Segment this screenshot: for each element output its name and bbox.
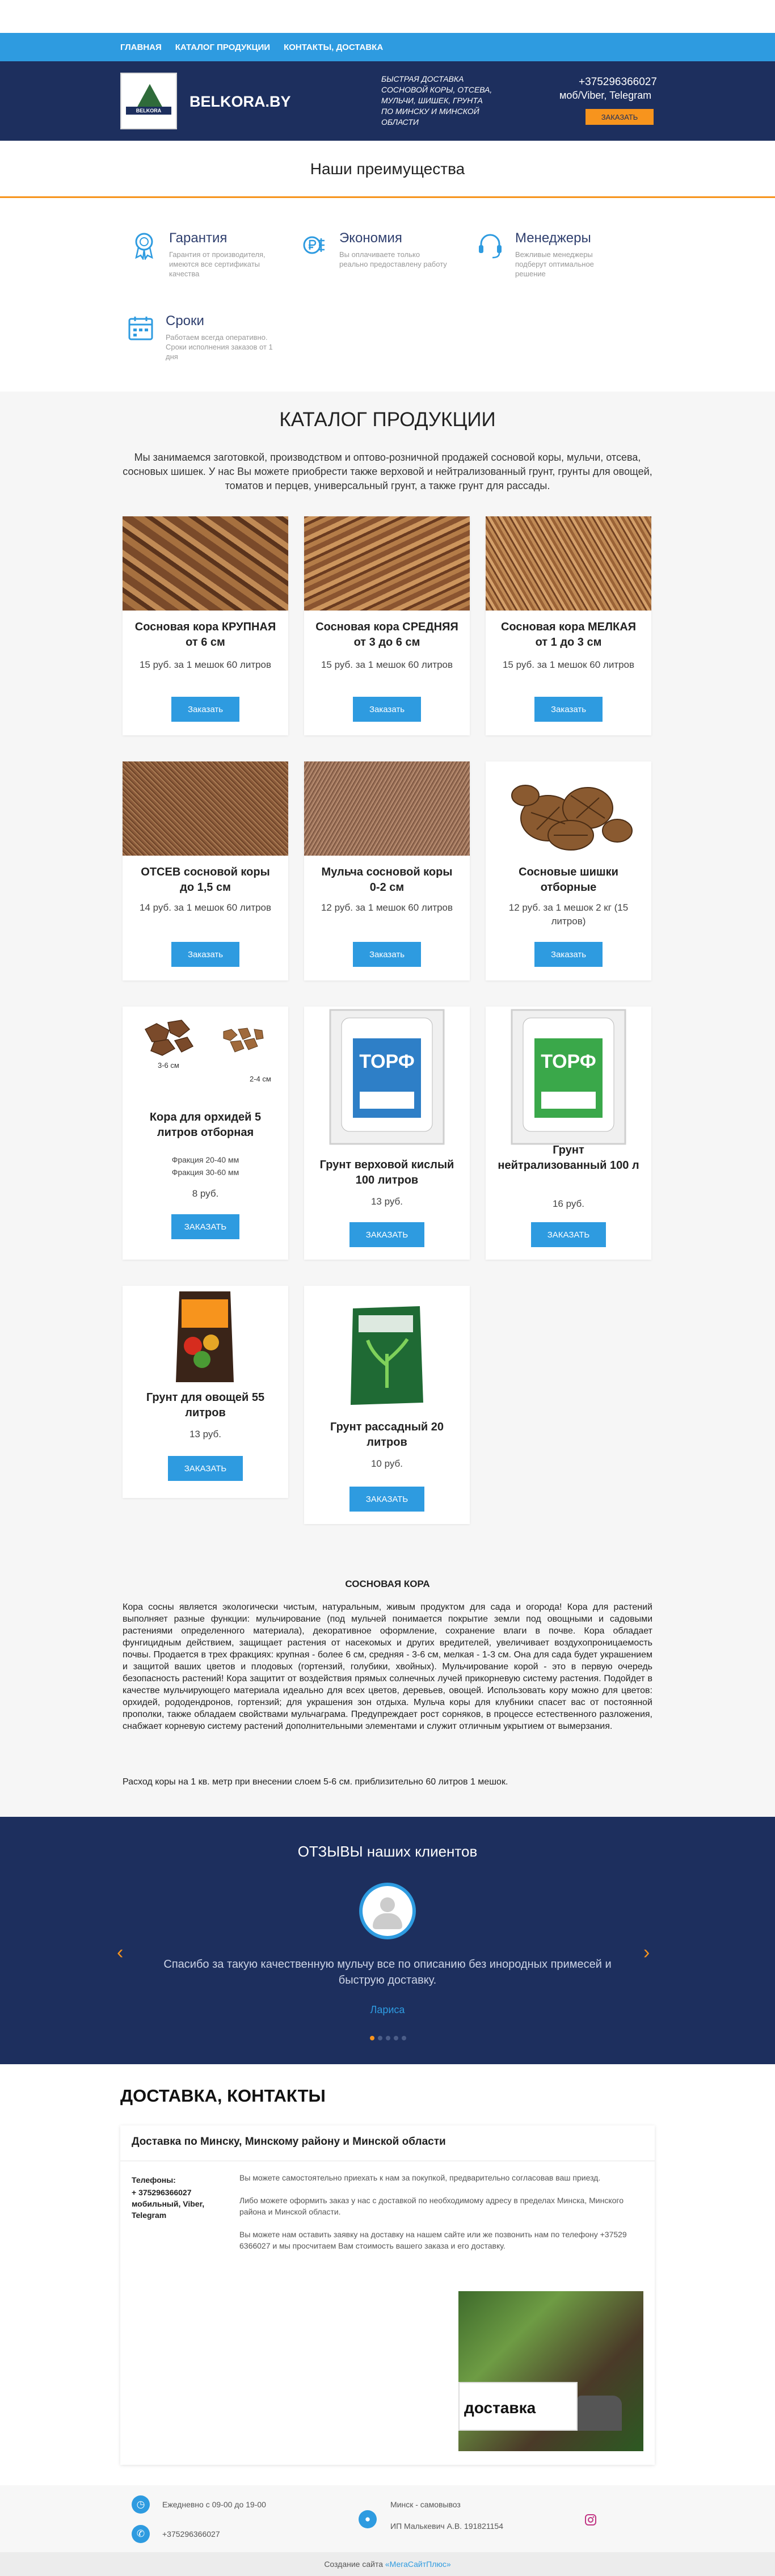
delivery-card — [120, 2125, 655, 2465]
footer-phone[interactable]: +375296366027 — [162, 2529, 220, 2539]
product-price: 15 руб. за 1 мешок 60 литров — [321, 659, 453, 670]
advantages-title: Наши преимущества — [310, 160, 465, 178]
phones-value[interactable]: + 375296366027 мобильный, Viber, Telegram — [132, 2188, 205, 2220]
product-card — [486, 1007, 651, 1260]
credit-prefix: Создание сайта — [324, 2560, 383, 2569]
product-image[interactable] — [123, 1007, 288, 1101]
nav-home-link[interactable]: ГЛАВНАЯ — [120, 42, 162, 52]
delivery-image-label: доставка — [464, 2399, 536, 2417]
reviews-title: ОТЗЫВЫ наших клиентов — [297, 1843, 478, 1860]
footer-company: ИП Малькевич А.В. 191821154 — [390, 2522, 503, 2531]
logo[interactable] — [120, 73, 177, 129]
headset-icon — [475, 230, 505, 260]
review-author: Лариса — [370, 2004, 405, 2015]
carousel-dot[interactable] — [378, 2036, 382, 2040]
advantage-desc: Гарантия от производителя, имеются все сертификаты качества — [169, 250, 266, 278]
product-image[interactable] — [304, 516, 470, 611]
delivery-paragraph: Вы можете самостоятельно приехать к нам за покупкой, предварительно согласовав ваш приезд. — [239, 2173, 601, 2182]
product-card — [123, 516, 288, 735]
pine-tree-icon — [136, 84, 163, 109]
product-price: 15 руб. за 1 мешок 60 литров — [502, 659, 635, 670]
prev-arrow-button[interactable]: ‹ — [117, 1942, 124, 1963]
product-image[interactable] — [304, 761, 470, 856]
product-card — [123, 761, 288, 980]
nav-catalog-link[interactable]: КАТАЛОГ ПРОДУКЦИИ — [175, 42, 271, 52]
advantage-desc: Работаем всегда оперативно. Сроки исполнения заказов от 1 дня — [166, 333, 273, 361]
product-image[interactable] — [304, 1007, 470, 1148]
delivery-image — [458, 2291, 643, 2451]
peat-bag-image — [304, 1007, 470, 1148]
product-price: 12 руб. за 1 мешок 2 кг (15 литров) — [508, 902, 629, 927]
clock-icon: ◷ — [132, 2495, 150, 2514]
avatar — [359, 1883, 416, 1939]
product-card — [304, 516, 470, 735]
carousel-dot[interactable] — [386, 2036, 390, 2040]
advantage-desc: Вы оплачиваете только реально предоставлену работу — [339, 250, 447, 268]
vegetable-soil-bag-image — [123, 1286, 288, 1386]
product-image[interactable] — [123, 516, 288, 611]
peat-bag-image — [486, 1007, 651, 1148]
fraction-label: 2-4 см — [250, 1075, 271, 1083]
delivery-card-title: Доставка по Минску, Минскому району и Минской области — [132, 2136, 446, 2148]
nav-contacts-link[interactable]: КОНТАКТЫ, ДОСТАВКА — [284, 42, 384, 52]
product-name: ОТСЕВ сосновой коры до 1,5 см — [141, 866, 270, 894]
credit-link[interactable]: «МегаСайтПлюс» — [385, 2560, 451, 2569]
product-name: Грунт нейтрализованный 100 л — [498, 1144, 639, 1172]
product-image[interactable] — [123, 1286, 288, 1386]
order-button[interactable]: Заказать — [353, 697, 421, 722]
product-name: Мульча сосновой коры 0-2 см — [321, 866, 453, 894]
footer-hours: Ежедневно с 09-00 до 19-00 — [162, 2500, 266, 2509]
carousel-dots — [370, 2036, 406, 2040]
delivery-paragraph: Вы можете нам оставить заявку на доставку на нашем сайте или же позвонить нам по телефону +37529 6366027 и мы просчитаем Вам стоимость вашего заказа и его доставку. — [239, 2230, 627, 2250]
advantage-title: Экономия — [339, 230, 402, 246]
footer-location: Минск - самовывоз — [390, 2500, 461, 2509]
site-header — [0, 61, 775, 141]
description-consumption: Расход коры на 1 кв. метр при внесении слоем 5-6 см. приблизительно 60 литров 1 мешок. — [123, 1777, 508, 1787]
product-name: Сосновая кора КРУПНАЯ от 6 см — [134, 621, 276, 649]
product-card — [486, 516, 651, 735]
carousel-dot[interactable] — [402, 2036, 406, 2040]
advantage-desc: Вежливые менеджеры подберут оптимальное решение — [515, 250, 594, 278]
carousel-dot[interactable] — [394, 2036, 398, 2040]
phones-block — [132, 2174, 222, 2221]
pine-cones-image — [486, 761, 651, 856]
product-price: 13 руб. — [189, 1429, 222, 1439]
header-phone[interactable]: +375296366027 — [579, 76, 657, 88]
product-image[interactable] — [486, 761, 651, 856]
product-card — [304, 761, 470, 980]
order-button[interactable]: Заказать — [171, 942, 239, 967]
order-button[interactable]: ЗАКАЗАТЬ — [531, 1222, 606, 1247]
product-name: Грунт рассадный 20 литров — [330, 1421, 444, 1449]
phones-label: Телефоны: — [132, 2175, 176, 2184]
review-text: Спасибо за такую качественную мульчу все по описанию без инородных примесей и быструю доставку. — [163, 1958, 612, 1986]
seedling-soil-bag-image — [304, 1286, 470, 1412]
order-button[interactable]: ЗАКАЗАТЬ — [171, 1214, 239, 1239]
order-button[interactable]: ЗАКАЗАТЬ — [349, 1222, 424, 1247]
product-image[interactable] — [486, 1007, 651, 1148]
product-price: 15 руб. за 1 мешок 60 литров — [139, 659, 272, 670]
product-price: 16 руб. — [552, 1198, 585, 1209]
product-price: 13 руб. — [370, 1196, 403, 1207]
order-button[interactable]: Заказать — [534, 942, 603, 967]
product-card — [304, 1007, 470, 1260]
header-phone-messengers: моб/Viber, Telegram — [559, 90, 652, 101]
advantage-title: Сроки — [166, 313, 204, 329]
order-button[interactable]: Заказать — [534, 697, 603, 722]
description-text: Кора сосны является экологически чистым, натуральным, живым продуктом для сада и огорода! Кора для растений выполняет разные функции: мульчирование (под мульчей понимается покрытие земли под овощными и садовыми растениями определенного материала), декоративное оформление, сохранение влаги в почве. Кора обладает фунгицидным действием, защищает растения от насекомых и других вредителей, увеличивает воздухопроницаемость почвы. Продается в трех фракциях: крупная - более 6 см, средняя - 3-6 см, мелкая - 1-3 см. Она для сада будет украшением и защитой ваших цветов и плодовых (гортензий, голубики, хвойных). Мульчирование корой - это в первую очередь безопасность растений! Кора защитит от воздействия прямых солнечных лучей прикорневую систему растения. Подойдет в качестве мульчирующего материала идеально для всех цветов, деревьев, овощей. Использовать кору можно для цветов: орхидей, рододендронов, гортензий; для украшения зон отдыха. Мульча коры для клубники спасет вас от постоянной прополки, также обладаем свойствами мульчаграма. Предупреждает рост сорняков, в процессе естественного разложения, снабжает корневую систему растений дополнительными элементами и служит отличным укрытием от вымерзания. — [123, 1602, 652, 1731]
product-price: 14 руб. за 1 мешок 60 литров — [139, 902, 272, 913]
product-price: 10 руб. — [370, 1458, 403, 1469]
order-button[interactable]: ЗАКАЗАТЬ — [168, 1456, 243, 1481]
delivery-paragraph: Либо можете оформить заказ у нас с доставкой по необходимому адресу в пределах Минска, Минского района и Минской области. — [239, 2196, 624, 2216]
site-credit — [0, 2552, 775, 2576]
product-card — [304, 1286, 470, 1524]
delivery-title: ДОСТАВКА, КОНТАКТЫ — [120, 2086, 326, 2106]
catalog-intro: Мы занимаемся заготовкой, производством и оптово-розничной продажей сосновой коры, мульчи, отсева, сосновых шишек. У нас Вы можете приобрести также верховой и нейтрализованный грунт, грунты для овощей, томатов и перцев, универсальный грунт, а также грунт для рассады. — [123, 452, 652, 491]
location-icon: ● — [359, 2510, 377, 2528]
ruble-coins-icon — [300, 230, 329, 260]
reviews-section — [0, 1817, 775, 2064]
calendar-icon — [126, 313, 155, 343]
award-icon — [129, 230, 159, 260]
bag-brand: ТОРФ — [541, 1051, 596, 1072]
catalog-title: КАТАЛОГ ПРОДУКЦИИ — [279, 409, 496, 431]
bag-brand: ТОРФ — [359, 1051, 415, 1072]
header-order-button[interactable]: ЗАКАЗАТЬ — [586, 109, 654, 125]
order-button[interactable]: ЗАКАЗАТЬ — [349, 1487, 424, 1512]
product-card — [123, 1007, 288, 1260]
carousel-dot[interactable] — [370, 2036, 374, 2040]
product-price: 12 руб. за 1 мешок 60 литров — [321, 902, 453, 913]
product-name: Сосновая кора СРЕДНЯЯ от 3 до 6 см — [315, 621, 458, 649]
tagline: БЫСТРАЯ ДОСТАВКА СОСНОВОЙ КОРЫ, ОТСЕВА, МУЛЬЧИ, ШИШЕК, ГРУНТА ПО МИНСКУ И МИНСКОЙ ОБЛАСТИ — [381, 74, 492, 127]
product-card — [486, 761, 651, 980]
fraction-label: 3-6 см — [158, 1061, 179, 1070]
advantages-divider — [0, 196, 775, 198]
fraction-line: Фракция 20-40 мм — [171, 1155, 239, 1164]
site-name: BELKORA.BY — [189, 93, 291, 110]
product-card — [123, 1286, 288, 1498]
description-title: СОСНОВАЯ КОРА — [345, 1579, 430, 1589]
phone-icon: ✆ — [132, 2525, 150, 2543]
product-image[interactable] — [123, 761, 288, 856]
advantage-title: Гарантия — [169, 230, 228, 246]
product-name: Сосновые шишки отборные — [519, 866, 618, 894]
user-icon — [380, 1897, 395, 1912]
top-nav — [0, 33, 775, 61]
product-image[interactable] — [486, 516, 651, 611]
product-name: Грунт верховой кислый 100 литров — [319, 1159, 454, 1186]
logo-text: BELKORA — [126, 107, 171, 115]
product-image[interactable] — [304, 1286, 470, 1412]
product-name: Грунт для овощей 55 литров — [146, 1391, 265, 1419]
next-arrow-button[interactable]: › — [643, 1942, 650, 1963]
footer — [0, 2485, 775, 2552]
advantage-title: Менеджеры — [515, 230, 591, 246]
instagram-icon[interactable] — [584, 2514, 597, 2526]
order-button[interactable]: Заказать — [171, 697, 239, 722]
order-button[interactable]: Заказать — [353, 942, 421, 967]
product-name: Сосновая кора МЕЛКАЯ от 1 до 3 см — [500, 621, 637, 649]
fraction-line: Фракция 30-60 мм — [171, 1168, 239, 1177]
orchid-bark-image — [123, 1007, 288, 1101]
product-name: Кора для орхидей 5 литров отборная — [149, 1111, 262, 1139]
product-price: 8 руб. — [192, 1188, 219, 1199]
